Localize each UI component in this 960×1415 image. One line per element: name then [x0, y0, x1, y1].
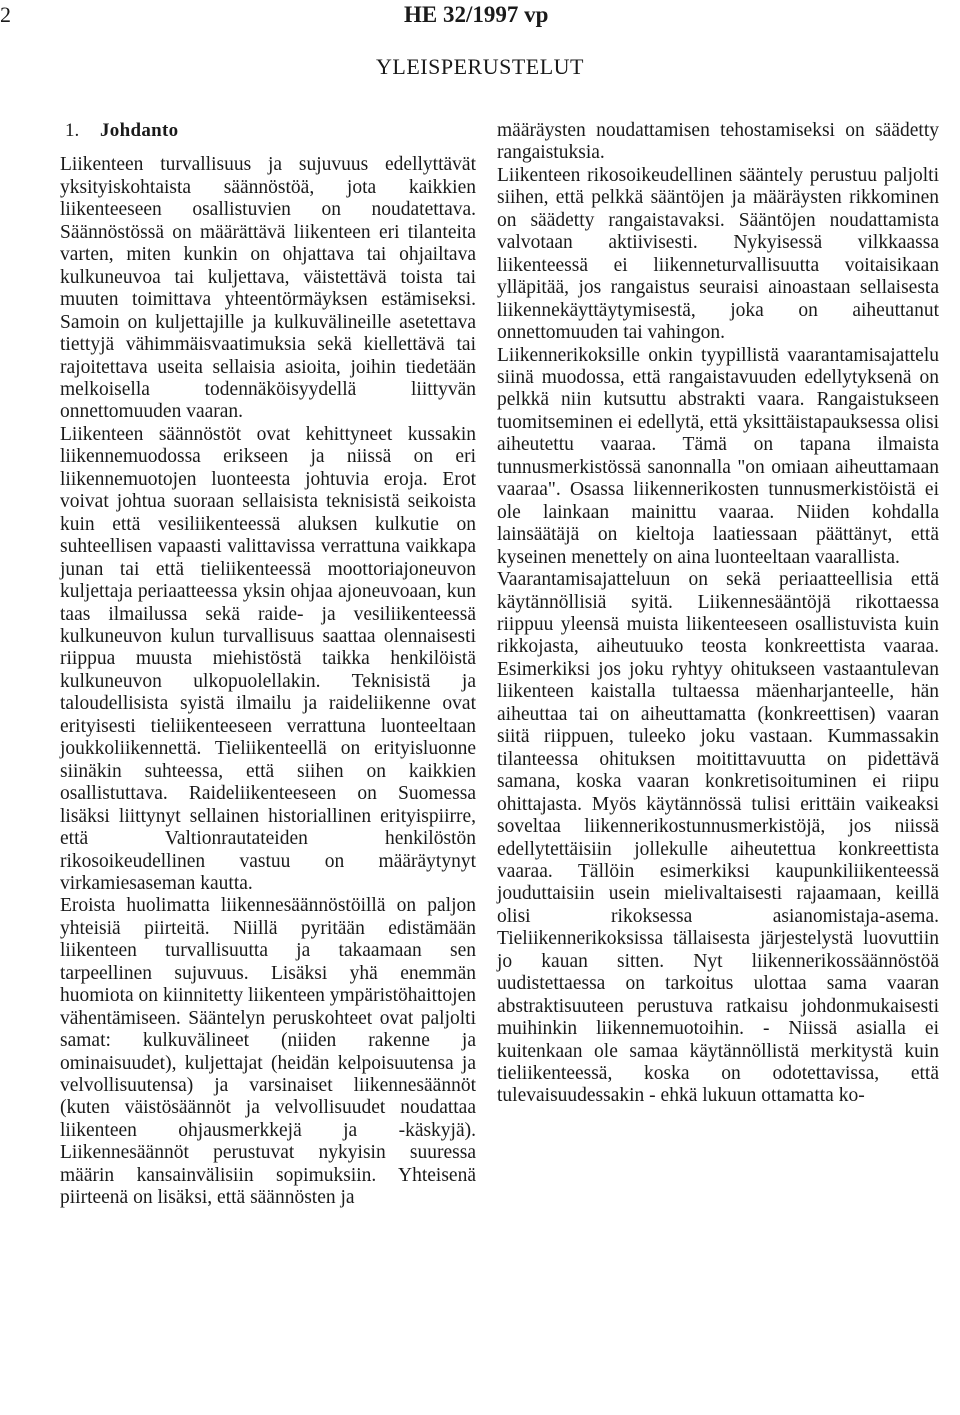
heading-number: 1.	[65, 120, 80, 141]
section-heading	[60, 120, 476, 142]
document-id: HE 32/1997 vp	[404, 2, 549, 27]
heading-text: Johdanto	[100, 120, 179, 141]
paragraph: Vaarantamisajatteluun on sekä periaatteellisia että käytännöllisiä syitä. Liikennesääntöjä rikottaessa riippuu yleensä muista liikenteeseen osallistuvista kuin rikkojasta, aiheutuuko teosta konkreettista vaaraa. Esimerkiksi jos joku ryhtyy ohitukseen vastaantulevan liikenteen kaistalla tultaessa mäenharjanteelle, hän aiheuttaa tai on aiheuttamatta (konkreettisen) vaaran siitä riippuen, tuleeko joku vastaan. Kummassakin tilanteessa ohituksen moitittavuutta on pidettävä samana, koska vaaran konkretisoituminen ei riipu ohittajasta. Myös käytännössä tulisi erittäin vaikeaksi soveltaa liikennerikostunnusmerkistöjä, jos niissä edellytettäisiin jollekulle aiheutettua konkreettista vaaraa. Tällöin esimerkiksi kaupunkiliikenteessä jouduttaisiin usein mielivaltaisesti rajaamaan, keillä olisi rikoksessa asianomistaja-asema. Tieliikennerikoksissa tällaisesta järjestelystä luovuttiin jo kauan sitten. Nyt liikennerikossäännöstöä uudistettaessa on tarkoitus ulottaa sama vaaran abstraktisuuteen perustuva ratkaisu johdonmukaisesti muihinkin liikennemuotoihin. - Niissä asialla ei kuitenkaan ole samaa käytännöllistä merkitystä kuin tieliikenteessä, koska on odotettavissa, että tulevaisuudessakin - ehkä lukuun ottamatta ko-	[497, 569, 939, 1107]
paragraph: Liikenteen rikosoikeudellinen sääntely perustuu paljolti siihen, että pelkkä sääntöjen ja määräysten rikkominen on säädetty rangaistavaksi. Sääntöjen noudattamista valvotaan aktiivisesti. Nykyisessä vilkkaassa liikenteessä ei liikenneturvallisuutta voitaisikaan ylläpitää, jos rangaistus seuraisi ainoastaan sellaisesta liikennekäyttäytymisestä, joka on aiheuttanut onnettomuuden tai vahingon.	[497, 164, 939, 344]
paragraph: Liikenteen säännöstöt ovat kehittyneet kussakin liikennemuodossa erikseen ja niissä on eri liikennemuotojen luonteesta johtuvia eroja. Erot voivat johtua suoraan sellaisista teknisistä seikoista kuin että vesiliikenteessä aluksen kulkutie on suhteellisen vapaasti valittavissa verrattuna vaikkapa junan tai että tieliikenteessä moottoriajoneuvon kuljettaja periaatteessa yksin ohjaa ajoneuvoaan, kun taas ilmailussa sekä raide- ja vesiliikenteessä kulkuneuvon kulun turvallisuus saattaa olennaisesti riippua muusta miehistöstä taikka henkilöistä kulkuneuvon ulkopuolellakin. Teknisistä ja taloudellisista syistä ilmailu ja raideliikenne ovat erityisesti tieliikenteeseen verrattuna luonteeltaan joukkoliikennettä. Tieliikenteellä on erityisluonne siinäkin suhteessa, että siihen on kaikkien osallistuttava. Raideliikenteeseen on Suomessa lisäksi liittynyt sellainen historiallinen erityispiirre, että Valtionrautateiden henkilöstön rikosoikeudellinen vastuu on määräytynyt virkamiesaseman kautta.	[60, 423, 476, 894]
paragraph: Liikennerikoksille onkin tyypillistä vaarantamisajattelu siinä muodossa, että rangaistavuuden edellytyksenä on pelkkä niin kutsuttu abstrakti vaara. Rangaistukseen tuomitseminen ei edellytä, että yksittäistapauksessa olisi aiheutettu vaaraa. Tämä on tapana ilmaista tunnusmerkistössä sanonnalla "on omiaan aiheuttamaan vaaraa". Osassa liikennerikosten tunnusmerkistöistä ei ole lainkaan mainittu vaaraa. Niiden kohdalla lainsäätäjä on kieltoja laatiessaan päättänyt, että kyseinen menettely on aina luonteeltaan vaarallista.	[497, 344, 939, 568]
paragraph: määräysten noudattamisen tehostamiseksi on säädetty rangaistuksia.	[497, 120, 939, 164]
paragraph: Eroista huolimatta liikennesäännöstöillä on paljon yhteisiä piirteitä. Niillä pyritään edistämään liikenteen turvallisuutta ja takaamaan sen tarpeellinen sujuvuus. Lisäksi yhä enemmän huomiota on kiinnitetty liikenteen ympäristöhaittojen vähentämiseen. Sääntelyn peruskohteet ovat paljolti samat: kulkuvälineet (niiden rakenne ja ominaisuudet), kuljettajat (heidän kelpoisuutensa ja velvollisuutensa) ja varsinaiset liikennesäännöt (kuten väistösäännöt ja velvollisuudet noudattaa liikenteen ohjausmerkkejä ja -käskyjä). Liikennesäännöt perustuvat nykyisin suuressa määrin kansainvälisiin sopimuksiin. Yhteisenä piirteenä on lisäksi, että säännösten ja	[60, 895, 476, 1209]
left-column	[60, 120, 476, 1210]
page-number: 2	[0, 2, 11, 27]
section-title: YLEISPERUSTELUT	[376, 54, 584, 79]
right-column	[497, 120, 939, 1108]
paragraph: Liikenteen turvallisuus ja sujuvuus edellyttävät yksityiskohtaista säännöstöä, jota kaikkien liikenteeseen osallistuvien on noudatettava. Säännöstössä on määrättävä liikenteen eri tilanteita varten, miten kunkin on ohjattava tai ohjailtava kulkuneuvoa tai kuljettava, väistettävä toista tai muuten toimittava yhteentörmäyksen estämiseksi. Samoin on kuljettajille ja kulkuvälineille asetettava tiettyjä vähimmäisvaatimuksia sekä kiellettävä tai rajoitettava useita sellaisia asioita, joihin tiedetään melkoisella todennäköisyydellä liittyvän onnettomuuden vaaran.	[60, 154, 476, 423]
